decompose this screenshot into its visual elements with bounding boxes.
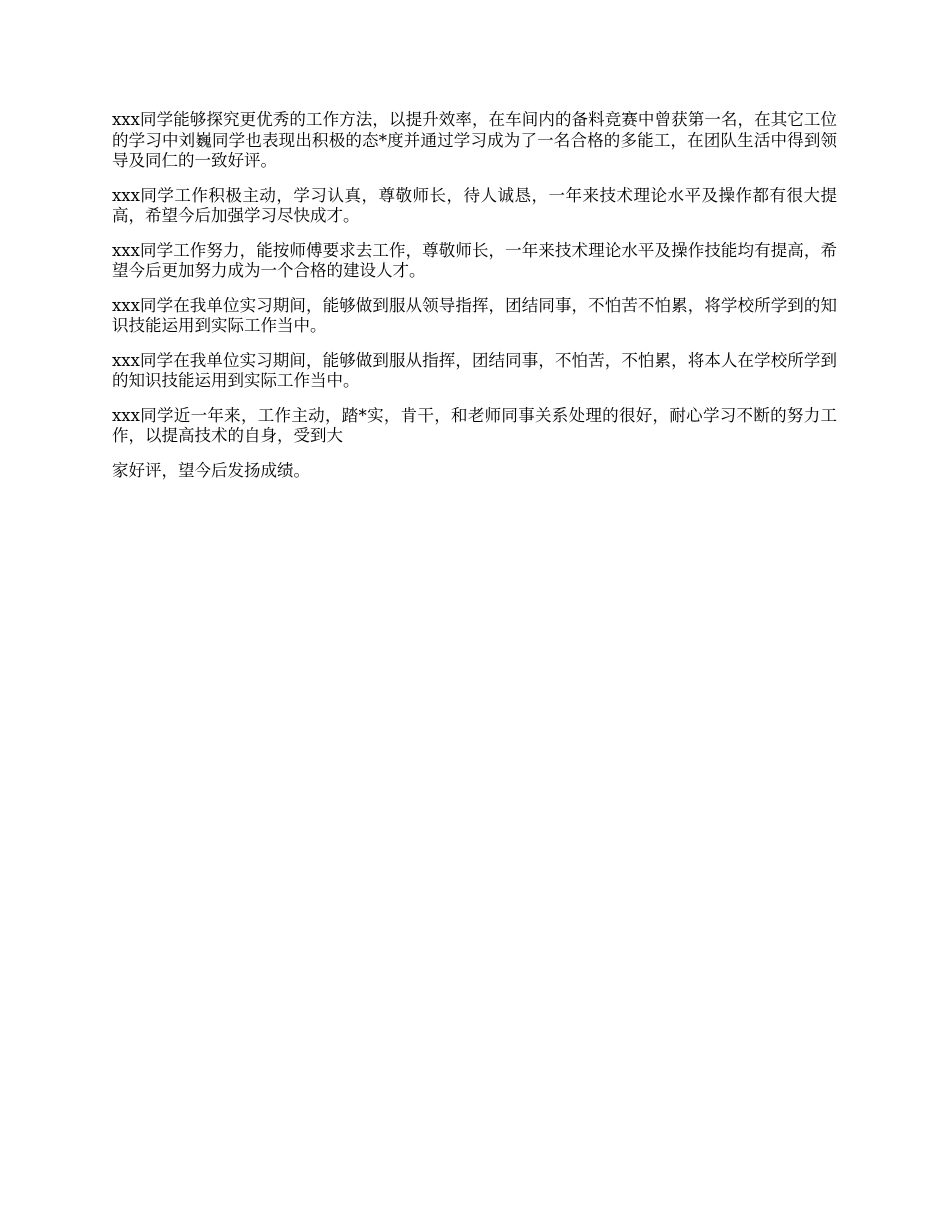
document-body	[112, 110, 837, 495]
paragraph-2: xxx同学工作积极主动，学习认真，尊敬师长，待人诚恳，一年来技术理论水平及操作都有很大提高，希望今后加强学习尽快成才。	[112, 185, 837, 225]
paragraph-7: 家好评，望今后发扬成绩。	[112, 460, 310, 480]
paragraph-1: xxx同学能够探究更优秀的工作方法，以提升效率，在车间内的备料竞赛中曾获第一名，在其它工位的学习中刘巍同学也表现出积极的态*度并通过学习成为了一名合格的多能工，在团队生活中得到领导及同仁的一致好评。	[112, 110, 837, 170]
paragraph-3: xxx同学工作努力，能按师傅要求去工作，尊敬师长，一年来技术理论水平及操作技能均有提高，希望今后更加努力成为一个合格的建设人才。	[112, 240, 837, 280]
paragraph-4: xxx同学在我单位实习期间，能够做到服从领导指挥，团结同事，不怕苦不怕累，将学校所学到的知识技能运用到实际工作当中。	[112, 295, 837, 335]
paragraph-5: xxx同学在我单位实习期间，能够做到服从指挥，团结同事，不怕苦，不怕累，将本人在学校所学到的知识技能运用到实际工作当中。	[112, 350, 837, 390]
paragraph-6: xxx同学近一年来，工作主动，踏*实，肯干，和老师同事关系处理的很好，耐心学习不断的努力工作，以提高技术的自身，受到大	[112, 405, 837, 445]
